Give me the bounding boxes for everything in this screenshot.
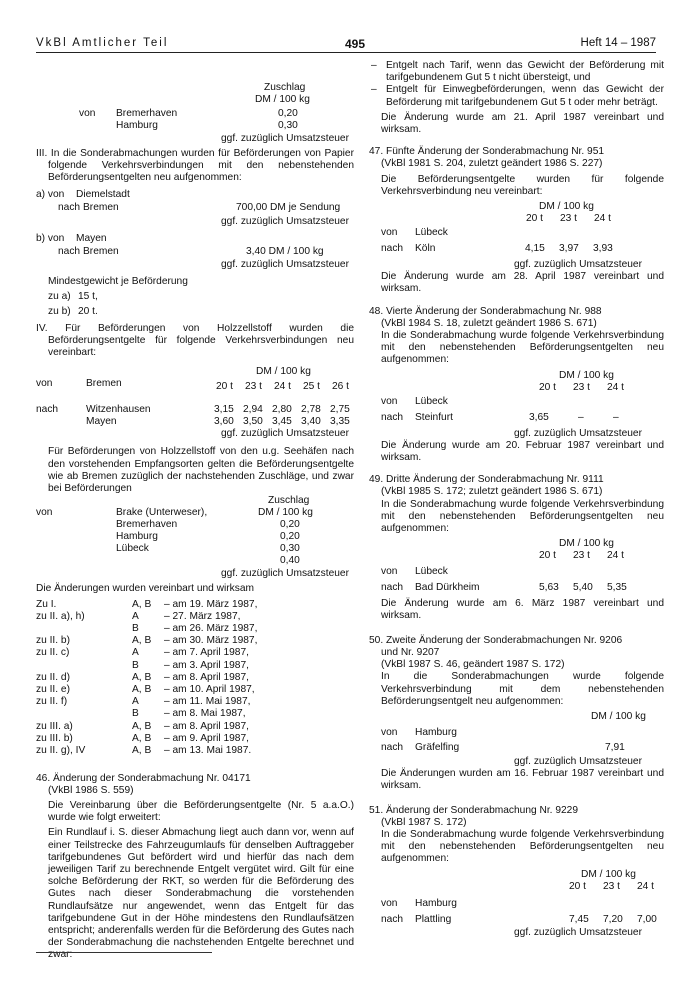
- date-ref: zu II. b): [36, 635, 70, 647]
- von-label: von: [36, 378, 53, 390]
- nach-label: nach: [381, 741, 404, 753]
- section-51-title: 51. Änderung der Sonderabmachung Nr. 9229: [369, 804, 578, 816]
- zu-b-value: 20 t.: [78, 305, 98, 317]
- effective-date: – am 13. Mai 1987.: [164, 745, 252, 757]
- nach-label: nach: [58, 245, 81, 257]
- bullet-dash: –: [371, 60, 377, 71]
- rate-value: 7,91: [605, 741, 625, 753]
- effective-date: – am 8. April 1987,: [164, 720, 249, 732]
- price: 700,00 DM je Sendung: [236, 201, 341, 213]
- surcharge-value: 0,40: [280, 555, 300, 567]
- section-iv-paragraph: Für Beförderungen von Holzzellstoff von den u.g. Seehäfen nach den vorstehenden Empfangsorten gelten die Beförderungsentgelte wie ab Bremen zuzüglich der nachstehenden Zuschläge, und zwar bei Beförderungen: [48, 446, 354, 495]
- rate-value: 3,15: [214, 404, 234, 416]
- section-49-source: (VkBl 1985 S. 172; zuletzt geändert 1986 S. 671): [381, 486, 603, 498]
- section-49: [369, 474, 664, 622]
- col-header: 24 t: [607, 381, 624, 393]
- place-from: Mayen: [76, 232, 107, 244]
- date-ref: zu II. e): [36, 684, 70, 696]
- rate-value: 7,45: [569, 913, 589, 925]
- effective-date: – am 19. März 1987,: [164, 598, 258, 610]
- effective-date: – am 9. April 1987,: [164, 732, 249, 744]
- rate-value: 3,93: [593, 243, 613, 255]
- date-ref: zu II. f): [36, 696, 68, 708]
- section-48-p1: In die Sonderabmachung wurde folgende Verkehrsverbindung mit den nebenstehenden Beförderungsentgelten neu aufgenommen:: [381, 330, 664, 366]
- place-from: Bremen: [86, 378, 122, 390]
- col-header: 24 t: [274, 381, 291, 393]
- date-ref: zu II. a), h): [36, 610, 85, 622]
- tax-note: ggf. zuzüglich Umsatzsteuer: [221, 215, 349, 227]
- effective-date: – am 11. Mai 1987,: [164, 696, 251, 708]
- place-to: Köln: [415, 243, 436, 255]
- surcharge-unit: DM / 100 kg: [255, 94, 310, 105]
- date-category: B: [132, 659, 139, 671]
- section-47-source: (VkBl 1981 S. 204, zuletzt geändert 1986 S. 227): [381, 158, 603, 170]
- nach-label: nach: [36, 404, 59, 416]
- tax-note: ggf. zuzüglich Umsatzsteuer: [514, 755, 642, 767]
- section-48: [369, 306, 664, 465]
- tax-note: ggf. zuzüglich Umsatzsteuer: [221, 133, 349, 144]
- rate-value: 3,35: [330, 416, 350, 428]
- change-note: Die Änderung wurde am 21. April 1987 vereinbart und wirksam.: [381, 111, 664, 136]
- place-to: Mayen: [86, 416, 117, 428]
- section-51-source: (VkBl 1987 S. 172): [381, 816, 467, 828]
- section-iii: [36, 148, 354, 345]
- section-46-title: 46. Änderung der Sonderabmachung Nr. 04171: [36, 772, 251, 784]
- rate-value: 3,65: [529, 411, 549, 423]
- change-note: Die Änderungen wurden am 16. Februar 1987 vereinbart und wirksam.: [381, 768, 664, 792]
- rate-table: [369, 367, 664, 427]
- place-from: Lübeck: [415, 227, 448, 239]
- col-header: 25 t: [303, 381, 320, 393]
- surcharge-value: 0,20: [280, 519, 300, 531]
- change-note: Die Änderung wurde am 6. März 1987 vereinbart und wirksam.: [381, 598, 664, 622]
- change-note: Die Änderung wurde am 20. Februar 1987 vereinbart und wirksam.: [381, 439, 664, 464]
- date-category: A, B: [132, 671, 152, 683]
- col-header: 24 t: [594, 213, 611, 225]
- bullet-item: Entgelt nach Tarif, wenn das Gewicht der Beförderung mit tarifgebundenem Gut 5 t nicht übersteigt, und: [386, 60, 664, 84]
- col-header: 24 t: [637, 880, 654, 892]
- place-to: Gräfelfing: [415, 741, 460, 753]
- unit-label: DM / 100 kg: [559, 538, 614, 550]
- rate-table: [369, 535, 664, 597]
- date-ref: zu II. g), IV: [36, 745, 86, 757]
- header-rule: [36, 52, 656, 53]
- footer-rule: [36, 952, 212, 953]
- effective-date: – 27. März 1987,: [164, 610, 241, 622]
- date-category: A, B: [132, 745, 152, 757]
- von-label: von: [381, 395, 398, 407]
- date-category: B: [132, 708, 139, 720]
- place: Brake (Unterweser),: [116, 507, 208, 519]
- col-header: 23 t: [573, 381, 590, 393]
- surcharge-table: [36, 495, 354, 567]
- place-hamburg: Hamburg: [116, 120, 158, 131]
- left-column: [36, 60, 354, 962]
- place-to: Bad Dürkheim: [415, 582, 480, 594]
- col-header: 20 t: [539, 550, 556, 562]
- section-51-p1: In die Sonderabmachung wurde folgende Verkehrsverbindung mit den nebenstehenden Beförderungsentgelten neu aufgenommen:: [381, 828, 664, 865]
- effective-date: – am 8. Mai 1987,: [164, 708, 246, 720]
- section-50: [369, 635, 664, 793]
- rate-value: 3,50: [243, 416, 263, 428]
- place-to: Steinfurt: [415, 411, 453, 423]
- nach-label: nach: [381, 411, 404, 423]
- section-iii-table: [36, 185, 354, 345]
- col-header: 23 t: [573, 550, 590, 562]
- surcharge-value: 0,20: [280, 531, 300, 543]
- section-50-title-cont: und Nr. 9207: [381, 646, 440, 658]
- section-47-title: 47. Fünfte Änderung der Sonderabmachung Nr. 951: [369, 146, 605, 158]
- section-46-source: (VkBl 1986 S. 559): [48, 784, 134, 796]
- nach-label: nach: [381, 913, 404, 925]
- effective-date: – am 3. April 1987,: [164, 659, 249, 671]
- unit-label: DM / 100 kg: [591, 710, 646, 722]
- effective-date: – am 7. April 1987,: [164, 647, 249, 659]
- bullet-dash: –: [371, 84, 377, 96]
- nach-label: nach: [381, 582, 404, 594]
- place-to: Bremen: [83, 201, 119, 213]
- date-category: B: [132, 623, 139, 635]
- dates-table: [36, 599, 354, 759]
- label-a-von: a) von: [36, 188, 65, 200]
- surcharge-value: 0,20: [278, 108, 298, 119]
- unit-label: DM / 100 kg: [539, 201, 594, 213]
- section-50-source: (VkBl 1987 S. 46, geändert 1987 S. 172): [381, 659, 565, 671]
- right-column: [369, 60, 664, 939]
- unit-label: DM / 100 kg: [581, 868, 636, 880]
- date-ref: zu III. b): [36, 732, 73, 744]
- col-header: 26 t: [332, 381, 349, 393]
- rate-value: 3,40: [301, 416, 321, 428]
- effective-date: – am 26. März 1987,: [164, 623, 258, 635]
- surcharge-heading: Zuschlag: [264, 82, 306, 93]
- rate-value: 5,35: [607, 582, 627, 594]
- date-category: A, B: [132, 720, 152, 732]
- von-label: von: [381, 726, 398, 738]
- section-51: [369, 805, 664, 939]
- section-47: [369, 146, 664, 295]
- rate-value: 2,80: [272, 404, 292, 416]
- date-category: A: [132, 610, 139, 622]
- tax-note: ggf. zuzüglich Umsatzsteuer: [221, 428, 349, 440]
- rate-value: 5,40: [573, 582, 593, 594]
- place-from: Lübeck: [415, 395, 448, 407]
- date-category: A, B: [132, 684, 152, 696]
- rate-value: 7,20: [603, 913, 623, 925]
- tax-note: ggf. zuzüglich Umsatzsteuer: [221, 258, 349, 270]
- zu-a-value: 15 t,: [78, 290, 98, 302]
- surcharge-heading: Zuschlag: [268, 495, 310, 507]
- surcharge-value: 0,30: [278, 120, 298, 131]
- col-header: 23 t: [245, 381, 262, 393]
- section-50-title: 50. Zweite Änderung der Sonderabmachungen Nr. 9206: [369, 634, 623, 646]
- rate-value: 7,00: [637, 913, 657, 925]
- section-49-title: 49. Dritte Änderung der Sonderabmachung Nr. 9111: [369, 474, 604, 486]
- price: 3,40 DM / 100 kg: [246, 245, 324, 257]
- bullet-list: [369, 60, 664, 109]
- section-iii-intro: III. In die Sonderabmachungen wurden für Beförderungen von Papier folgende Verkehrsverbindungen mit den nebenstehenden Beförderungsentgelten neu aufgenommen:: [36, 148, 354, 184]
- date-category: A, B: [132, 598, 152, 610]
- place-from: Hamburg: [415, 726, 457, 738]
- tax-note: ggf. zuzüglich Umsatzsteuer: [221, 568, 349, 580]
- tax-note: ggf. zuzüglich Umsatzsteuer: [514, 926, 642, 938]
- change-note: Die Änderung wurde am 28. April 1987 vereinbart und wirksam.: [381, 271, 664, 295]
- issue-label: Heft 14 – 1987: [580, 37, 656, 49]
- nach-label: nach: [58, 201, 81, 213]
- effective-date: – am 30. März 1987,: [164, 635, 258, 647]
- surcharge-unit: DM / 100 kg: [258, 507, 313, 519]
- col-header: 23 t: [560, 213, 577, 225]
- place-bremerhaven: Bremerhaven: [116, 108, 178, 119]
- von-label: von: [36, 507, 53, 519]
- col-header: 24 t: [607, 550, 624, 562]
- rate-value: 3,60: [214, 416, 234, 428]
- dates-intro: Die Änderungen wurden vereinbart und wirksam: [36, 583, 255, 595]
- label-b-von: b) von: [36, 232, 65, 244]
- date-category: A, B: [132, 635, 152, 647]
- place-to: Witzenhausen: [86, 404, 151, 416]
- col-header: 20 t: [539, 381, 556, 393]
- rate-table: [369, 198, 664, 258]
- col-header: 20 t: [569, 880, 586, 892]
- surcharge-value: 0,30: [280, 543, 300, 555]
- section-46: [36, 773, 354, 962]
- nach-label: nach: [381, 243, 404, 255]
- rate-value: 3,97: [559, 243, 579, 255]
- von-label: von: [381, 566, 398, 578]
- page-number: 495: [345, 37, 366, 51]
- date-ref: Zu I.: [36, 598, 57, 610]
- date-category: A: [132, 647, 139, 659]
- section-iv: [36, 323, 354, 581]
- section-iv-intro: IV. Für Beförderungen von Holzzellstoff wurden die Beförderungsentgelte für folgende Verkehrsverbindungen neu vereinbart:: [36, 322, 354, 359]
- bullet-item: Entgelt für Einwegbeförderungen, wenn das Gewicht der Beförderung mit tarifgebundenem Gut 5 t oder mehr beträgt.: [386, 84, 664, 108]
- journal-title: VkBl Amtlicher Teil: [36, 37, 169, 49]
- rate-value: 2,75: [330, 404, 350, 416]
- effective-date: – am 10. April 1987,: [164, 684, 255, 696]
- min-weight-label: Mindestgewicht je Beförderung: [48, 275, 188, 287]
- rate-value: 4,15: [525, 243, 545, 255]
- col-header: 20 t: [526, 213, 543, 225]
- date-category: A: [132, 696, 139, 708]
- unit-label: DM / 100 kg: [256, 366, 311, 378]
- von-label: von: [381, 227, 398, 239]
- place: Hamburg: [116, 531, 158, 543]
- von-label: von: [79, 108, 96, 119]
- rate-value: 5,63: [539, 582, 559, 594]
- rate-value: –: [578, 411, 584, 423]
- rate-value: 2,94: [243, 404, 263, 416]
- section-48-title: 48. Vierte Änderung der Sonderabmachung Nr. 988: [369, 305, 602, 317]
- zu-b-label: zu b): [48, 305, 71, 317]
- rate-table: [369, 708, 664, 752]
- rate-table: [369, 866, 664, 926]
- section-48-source: (VkBl 1984 S. 18, zuletzt geändert 1986 S. 671): [381, 317, 597, 329]
- place-to: Bremen: [83, 245, 119, 257]
- section-49-p1: In die Sonderabmachung wurde folgende Verkehrsverbindung mit den nebenstehenden Beförderungsentgelten neu aufgenommen:: [381, 498, 664, 535]
- effective-date: – am 8. April 1987,: [164, 671, 249, 683]
- section-50-p1: In die Sonderabmachungen wurde folgende Verkehrsverbindung mit dem nebenstehenden Beförderungsentgelt neu aufgenommen:: [381, 671, 664, 707]
- von-label: von: [381, 897, 398, 909]
- date-category: A, B: [132, 732, 152, 744]
- unit-label: DM / 100 kg: [559, 369, 614, 381]
- date-ref: zu II. c): [36, 647, 70, 659]
- col-header: 20 t: [216, 381, 233, 393]
- col-header: 23 t: [603, 880, 620, 892]
- section-iv-table: [36, 359, 354, 428]
- section-46-p2: Ein Rundlauf i. S. dieser Abmachung liegt auch dann vor, wenn auf einer Teilstrecke des Fahrzeugumlaufs für denselben Auftraggeber tarifgebundenes Gut befördert wird und hierfür das nach dem jeweiligen Tarif zu berechnende Entgelt vergütet wird. Gilt für eine solche Beförderung der RKT, so werden für die Beförderung des Gutes nach dieser Sonderabmachung die vorstehenden Rundlaufsätze nur angewendet, wenn das Entgelt für das tarifgebundene Gut in der Höhe mindestens den Rundlaufsätzen entspricht; anderenfalls werden für die Beförderung des Gutes nach der Sonderabmachung die nachstehenden Entgelte berechnet und zwar:: [48, 827, 354, 961]
- zu-a-label: zu a): [48, 290, 71, 302]
- place-to: Plattling: [415, 913, 452, 925]
- tax-note: ggf. zuzüglich Umsatzsteuer: [514, 427, 642, 439]
- rate-value: 3,45: [272, 416, 292, 428]
- rate-value: 2,78: [301, 404, 321, 416]
- section-47-p1: Die Beförderungsentgelte wurden für folgende Verkehrsverbindung neu vereinbart:: [381, 173, 664, 197]
- place-from: Hamburg: [415, 897, 457, 909]
- place-from: Lübeck: [415, 566, 448, 578]
- rate-value: –: [613, 411, 619, 423]
- date-ref: zu II. d): [36, 671, 70, 683]
- section-46-p1: Die Vereinbarung über die Beförderungsentgelte (Nr. 5 a.a.O.) wurde wie folgt erweitert:: [48, 800, 354, 824]
- place: Bremerhaven: [116, 519, 178, 531]
- tax-note: ggf. zuzüglich Umsatzsteuer: [514, 259, 642, 271]
- place-from: Diemelstadt: [76, 188, 130, 200]
- place: Lübeck: [116, 543, 149, 555]
- surcharge-block: [36, 60, 354, 144]
- date-ref: zu III. a): [36, 720, 73, 732]
